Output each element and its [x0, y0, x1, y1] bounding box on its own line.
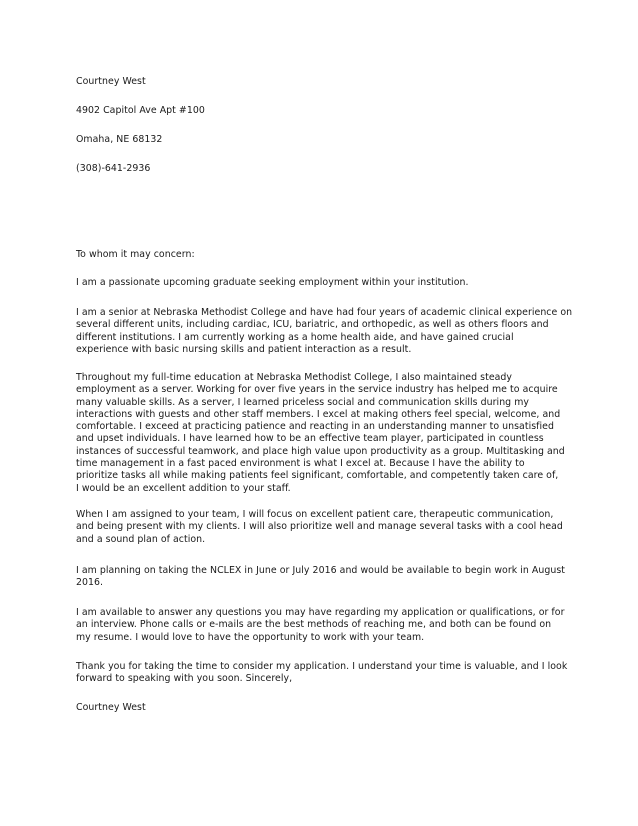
paragraph-line: different institutions. I am currently working as a home health aide, and have gained crucial [76, 331, 514, 343]
paragraph-line: and a sound plan of action. [76, 533, 206, 545]
sender-address-line: 4902 Capitol Ave Apt #100 [76, 105, 205, 116]
sender-city-state-zip: Omaha, NE 68132 [76, 134, 163, 145]
paragraph-line: employment as a server. Working for over five years in the service industry has helped me to acquire [76, 384, 558, 396]
paragraph-line: When I am assigned to your team, I will focus on excellent patient care, therapeutic communication, [76, 509, 554, 520]
paragraph-line: comfortable. I exceed at practicing patience and reacting in an understanding manner to unsatisfied [76, 421, 554, 433]
paragraph-line: I am a senior at Nebraska Methodist College and have had four years of academic clinical experience on [76, 307, 573, 318]
paragraph-line: I am a passionate upcoming graduate seeking employment within your institution. [76, 277, 469, 288]
paragraph-contact [76, 607, 568, 644]
paragraph-server [76, 372, 568, 495]
paragraph-line: an interview. Phone calls or e-mails are the best methods of reaching me, and both can be found on [76, 619, 552, 631]
paragraph-team [76, 509, 568, 546]
paragraph-closing [76, 661, 568, 686]
paragraph-line: and upset individuals. I have learned how to be an effective team player, participated in countless [76, 433, 544, 445]
paragraph-nclex [76, 565, 568, 590]
paragraph-line: forward to speaking with you soon. Sincerely, [76, 673, 293, 685]
paragraph-intro [76, 277, 568, 289]
paragraph-line: Throughout my full-time education at Nebraska Methodist College, I also maintained steady [76, 372, 513, 383]
paragraph-line: I am available to answer any questions you may have regarding my application or qualifications, or for [76, 607, 565, 618]
paragraph-line: experience with basic nursing skills and patient interaction as a result. [76, 343, 412, 355]
sender-phone: (308)-641-2936 [76, 163, 151, 174]
paragraph-experience [76, 307, 573, 356]
paragraph-line: many valuable skills. As a server, I learned priceless social and communication skills during my [76, 396, 529, 408]
salutation: To whom it may concern: [76, 249, 195, 260]
paragraph-line: prioritize tasks all while making patients feel significant, comfortable, and competently taken care of, [76, 470, 559, 482]
paragraph-line: interactions with guests and other staff members. I excel at making others feel special, welcome, and [76, 408, 561, 420]
paragraph-line: time management in a fast paced environment is what I excel at. Because I have the ability to [76, 458, 525, 470]
paragraph-line: several different units, including cardiac, ICU, bariatric, and orthopedic, as well as others floors and [76, 319, 549, 331]
paragraph-line: Thank you for taking the time to consider my application. I understand your time is valuable, and I look [76, 661, 568, 672]
sender-name: Courtney West [76, 76, 146, 87]
paragraph-line: 2016. [76, 577, 104, 589]
paragraph-line: and being present with my clients. I will also prioritize well and manage several tasks with a cool head [76, 521, 563, 533]
paragraph-line: instances of successful teamwork, and place high value upon productivity as a group. Multitasking and [76, 445, 565, 457]
paragraph-line: I am planning on taking the NCLEX in June or July 2016 and would be available to begin work in August [76, 565, 566, 576]
paragraph-line: my resume. I would love to have the opportunity to work with your team. [76, 631, 425, 643]
signature: Courtney West [76, 702, 146, 713]
paragraph-line: I would be an excellent addition to your staff. [76, 482, 291, 494]
